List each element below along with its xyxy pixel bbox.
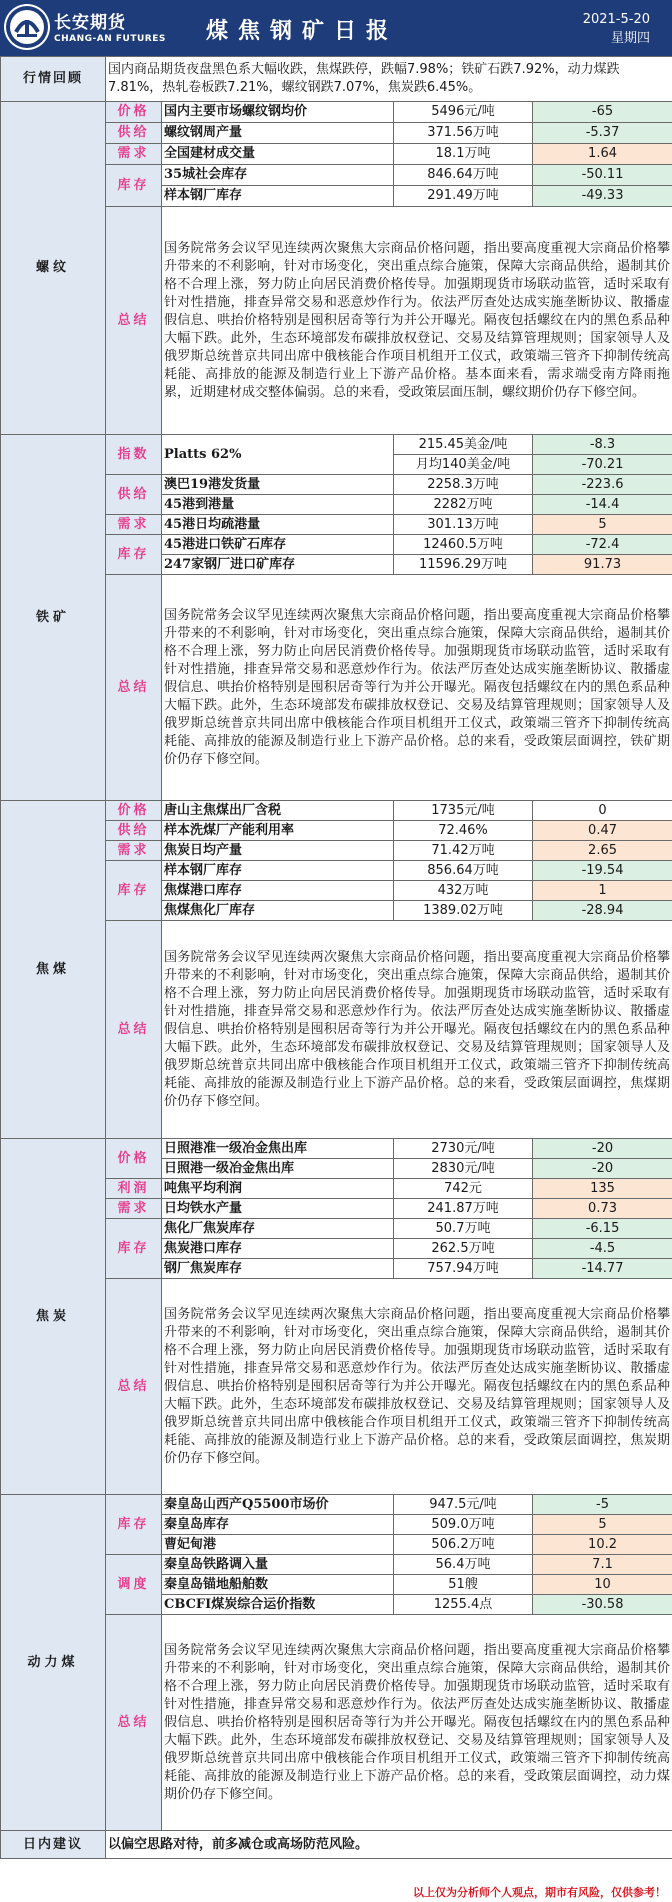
report-date [583, 10, 650, 48]
item-value: 742元 [394, 1179, 533, 1199]
item-name: 日照港准一级冶金焦出库 [162, 1139, 394, 1159]
summary-text-rebar: 国务院常务会议罕见连续两次聚焦大宗商品价格问题，指出要高度重视大宗商品价格攀升带来的不利影响，针对市场变化，突出重点综合施策，保障大宗商品供给，遏制其价格不合理上涨，努力防止向居民消费价格传导。加强期现货市场联动监管，适时采取有针对性措施，排查异常交易和恶意炒作行为。依法严厉查处达成实施垄断协议、散播虚假信息、哄抬价格特别是囤积居奇等行为并公开曝光。隔夜包括螺纹在内的黑色系品种大幅下跌。此外，生态环境部发布碳排放权登记、交易及结算管理规则；国家领导人及俄罗斯总统普京共同出席中俄核能合作项目机组开工仪式，政策端三管齐下抑制传统高耗能、高排放的能源及制造行业上下游产品价格。基本面来看，需求端受南方降雨拖累，近期建材成交整体偏弱。总的来看，受政策层面压制，螺纹期价仍存下修空间。 [162, 207, 672, 435]
item-change: -8.3 [533, 435, 672, 455]
item-change: -14.4 [533, 495, 672, 515]
item-name: Platts 62% [162, 435, 394, 475]
item-value: 1389.02万吨 [394, 901, 533, 921]
item-name: 钢厂焦炭库存 [162, 1259, 394, 1279]
item-value: 757.94万吨 [394, 1259, 533, 1279]
item-name: 吨焦平均利润 [162, 1179, 394, 1199]
summary-text-ore: 国务院常务会议罕见连续两次聚焦大宗商品价格问题，指出要高度重视大宗商品价格攀升带来的不利影响，针对市场变化，突出重点综合施策，保障大宗商品供给，遏制其价格不合理上涨，努力防止向居民消费价格传导。加强期现货市场联动监管，适时采取有针对性措施，排查异常交易和恶意炒作行为。依法严厉查处达成实施垄断协议、散播虚假信息、哄抬价格特别是囤积居奇等行为并公开曝光。隔夜包括螺纹在内的黑色系品种大幅下跌。此外，生态环境部发布碳排放权登记、交易及结算管理规则；国家领导人及俄罗斯总统普京共同出席中俄核能合作项目机组开工仪式，政策端三管齐下抑制传统高耗能、高排放的能源及制造行业上下游产品价格。总的来看，受政策层面调控，铁矿期价仍存下修空间。 [162, 575, 672, 801]
item-name: 45港进口铁矿石库存 [162, 535, 394, 555]
summary-label: 总结 [106, 921, 162, 1139]
company-logo-icon [4, 4, 50, 50]
item-value: 2282万吨 [394, 495, 533, 515]
item-value: 215.45美金/吨 [394, 435, 533, 455]
item-change: 10 [533, 1575, 672, 1595]
category-supply: 供给 [106, 123, 162, 144]
item-change: -14.77 [533, 1259, 672, 1279]
item-change: -5.37 [533, 123, 672, 144]
table-row [1, 1495, 672, 1515]
item-change: 2.65 [533, 841, 672, 861]
item-change: -72.4 [533, 535, 672, 555]
advice-text: 以偏空思路对待，前多减仓或高场防范风险。 [106, 1831, 672, 1859]
item-value: 1735元/吨 [394, 801, 533, 821]
item-name: 秦皇岛铁路调入量 [162, 1555, 394, 1575]
item-name: 45港日均疏港量 [162, 515, 394, 535]
item-name: 日照港一级冶金焦出库 [162, 1159, 394, 1179]
category-profit: 利润 [106, 1179, 162, 1199]
item-name: 唐山主焦煤出厂含税 [162, 801, 394, 821]
table-row [1, 1139, 672, 1159]
category-stock: 库存 [106, 861, 162, 921]
item-name: 全国建材成交量 [162, 144, 394, 165]
item-change: -19.54 [533, 861, 672, 881]
category-supply: 供给 [106, 475, 162, 515]
summary-text-thermal-coal: 国务院常务会议罕见连续两次聚焦大宗商品价格问题，指出要高度重视大宗商品价格攀升带来的不利影响，针对市场变化，突出重点综合施策，保障大宗商品供给，遏制其价格不合理上涨，努力防止向居民消费价格传导。加强期现货市场联动监管，适时采取有针对性措施，排查异常交易和恶意炒作行为。依法严厉查处达成实施垄断协议、散播虚假信息、哄抬价格特别是囤积居奇等行为并公开曝光。隔夜包括螺纹在内的黑色系品种大幅下跌。此外，生态环境部发布碳排放权登记、交易及结算管理规则；国家领导人及俄罗斯总统普京共同出席中俄核能合作项目机组开工仪式，政策端三管齐下抑制传统高耗能、高排放的能源及制造行业上下游产品价格。总的来看，受政策层面调控，动力煤期价仍存下修空间。 [162, 1615, 672, 1831]
item-change: 5 [533, 515, 672, 535]
item-name: 样本钢厂库存 [162, 186, 394, 207]
section-title-coke: 焦炭 [1, 1139, 106, 1495]
item-value: 月均140美金/吨 [394, 455, 533, 475]
category-demand: 需求 [106, 515, 162, 535]
item-value: 71.42万吨 [394, 841, 533, 861]
category-demand: 需求 [106, 1199, 162, 1219]
category-index: 指数 [106, 435, 162, 475]
item-name: 曹妃甸港 [162, 1535, 394, 1555]
category-price: 价格 [106, 102, 162, 123]
item-change: 1.64 [533, 144, 672, 165]
item-value: 262.5万吨 [394, 1239, 533, 1259]
item-name: 国内主要市场螺纹钢均价 [162, 102, 394, 123]
item-value: 12460.5万吨 [394, 535, 533, 555]
item-value: 2730元/吨 [394, 1139, 533, 1159]
category-price: 价格 [106, 1139, 162, 1179]
item-name: 35城社会库存 [162, 165, 394, 186]
item-name: 秦皇岛锚地船舶数 [162, 1575, 394, 1595]
item-name: 焦煤焦化厂库存 [162, 901, 394, 921]
disclaimer-text: 以上仅为分析师个人观点，期市有风险，仅供参考！ [413, 1886, 666, 1899]
item-value: 506.2万吨 [394, 1535, 533, 1555]
item-value: 509.0万吨 [394, 1515, 533, 1535]
summary-label: 总结 [106, 1279, 162, 1495]
section-title-ore: 铁矿 [1, 435, 106, 801]
item-change: 1 [533, 881, 672, 901]
item-value: 291.49万吨 [394, 186, 533, 207]
category-stock: 库存 [106, 1219, 162, 1279]
item-value: 856.64万吨 [394, 861, 533, 881]
item-change: -28.94 [533, 901, 672, 921]
item-name: 螺纹钢周产量 [162, 123, 394, 144]
item-value: 947.5元/吨 [394, 1495, 533, 1515]
item-value: 11596.29万吨 [394, 555, 533, 575]
report-header [0, 0, 672, 56]
category-price: 价格 [106, 801, 162, 821]
recap-text: 国内商品期货夜盘黑色系大幅收跌，焦煤跌停，跌幅7.98%；铁矿石跌7.92%，动力煤跌7.81%，热轧卷板跌7.21%，螺纹钢跌7.07%，焦炭跌6.45%。 [106, 57, 672, 102]
item-change: -20 [533, 1159, 672, 1179]
item-name: 样本洗煤厂产能利用率 [162, 821, 394, 841]
recap-row [1, 57, 672, 102]
summary-label: 总结 [106, 207, 162, 435]
summary-text-coke: 国务院常务会议罕见连续两次聚焦大宗商品价格问题，指出要高度重视大宗商品价格攀升带来的不利影响，针对市场变化，突出重点综合施策，保障大宗商品供给，遏制其价格不合理上涨，努力防止向居民消费价格传导。加强期现货市场联动监管，适时采取有针对性措施，排查异常交易和恶意炒作行为。依法严厉查处达成实施垄断协议、散播虚假信息、哄抬价格特别是囤积居奇等行为并公开曝光。隔夜包括螺纹在内的黑色系品种大幅下跌。此外，生态环境部发布碳排放权登记、交易及结算管理规则；国家领导人及俄罗斯总统普京共同出席中俄核能合作项目机组开工仪式，政策端三管齐下抑制传统高耗能、高排放的能源及制造行业上下游产品价格。总的来看，受政策层面调控，焦炭期价仍存下修空间。 [162, 1279, 672, 1495]
item-change: 91.73 [533, 555, 672, 575]
item-change: -70.21 [533, 455, 672, 475]
category-supply: 供给 [106, 821, 162, 841]
item-change: -65 [533, 102, 672, 123]
item-change: 0.73 [533, 1199, 672, 1219]
item-value: 56.4万吨 [394, 1555, 533, 1575]
category-stock: 库存 [106, 1495, 162, 1555]
item-change: -6.15 [533, 1219, 672, 1239]
item-name: 焦煤港口库存 [162, 881, 394, 901]
summary-label: 总结 [106, 575, 162, 801]
item-value: 2830元/吨 [394, 1159, 533, 1179]
category-dispatch: 调度 [106, 1555, 162, 1615]
brand-name-english: CHANG-AN FUTURES [54, 34, 166, 44]
category-demand: 需求 [106, 144, 162, 165]
item-change: 10.2 [533, 1535, 672, 1555]
section-title-coking-coal: 焦煤 [1, 801, 106, 1139]
date-text: 2021-5-20 [582, 12, 650, 27]
item-change: 7.1 [533, 1555, 672, 1575]
item-value: 846.64万吨 [394, 165, 533, 186]
weekday-text: 星期四 [610, 31, 650, 46]
item-name: 秦皇岛山西产Q5500市场价 [162, 1495, 394, 1515]
item-name: 焦炭港口库存 [162, 1239, 394, 1259]
item-value: 72.46% [394, 821, 533, 841]
section-title-rebar: 螺纹 [1, 102, 106, 435]
item-value: 51艘 [394, 1575, 533, 1595]
summary-text-coking-coal: 国务院常务会议罕见连续两次聚焦大宗商品价格问题，指出要高度重视大宗商品价格攀升带来的不利影响，针对市场变化，突出重点综合施策，保障大宗商品供给，遏制其价格不合理上涨，努力防止向居民消费价格传导。加强期现货市场联动监管，适时采取有针对性措施，排查异常交易和恶意炒作行为。依法严厉查处达成实施垄断协议、散播虚假信息、哄抬价格特别是囤积居奇等行为并公开曝光。隔夜包括螺纹在内的黑色系品种大幅下跌。此外，生态环境部发布碳排放权登记、交易及结算管理规则；国家领导人及俄罗斯总统普京共同出席中俄核能合作项目机组开工仪式，政策端三管齐下抑制传统高耗能、高排放的能源及制造行业上下游产品价格。总的来看，受政策层面调控，焦煤期价仍存下修空间。 [162, 921, 672, 1139]
item-name: 焦炭日均产量 [162, 841, 394, 861]
item-name: 焦化厂焦炭库存 [162, 1219, 394, 1239]
brand-name: 长安期货 [54, 13, 126, 33]
category-stock: 库存 [106, 165, 162, 207]
item-change: 5 [533, 1515, 672, 1535]
item-change: 0 [533, 801, 672, 821]
item-value: 50.7万吨 [394, 1219, 533, 1239]
item-name: 秦皇岛库存 [162, 1515, 394, 1535]
item-change: -4.5 [533, 1239, 672, 1259]
item-name: CBCFI煤炭综合运价指数 [162, 1595, 394, 1615]
item-change: -223.6 [533, 475, 672, 495]
advice-label: 日内建议 [1, 1831, 106, 1859]
report-table [0, 56, 672, 1859]
advice-row [1, 1831, 672, 1859]
item-value: 2258.3万吨 [394, 475, 533, 495]
item-change: 0.47 [533, 821, 672, 841]
table-row [1, 801, 672, 821]
summary-label: 总结 [106, 1615, 162, 1831]
item-change: -20 [533, 1139, 672, 1159]
item-value: 18.1万吨 [394, 144, 533, 165]
section-title-thermal-coal: 动力煤 [1, 1495, 106, 1831]
report-title: 煤焦钢矿日报 [206, 19, 399, 44]
category-stock: 库存 [106, 535, 162, 575]
item-change: -30.58 [533, 1595, 672, 1615]
item-change: -50.11 [533, 165, 672, 186]
item-change: 135 [533, 1179, 672, 1199]
recap-label: 行情回顾 [1, 57, 106, 102]
table-row [1, 102, 672, 123]
item-name: 日均铁水产量 [162, 1199, 394, 1219]
item-name: 澳巴19港发货量 [162, 475, 394, 495]
item-value: 241.87万吨 [394, 1199, 533, 1219]
item-value: 301.13万吨 [394, 515, 533, 535]
item-name: 45港到港量 [162, 495, 394, 515]
item-value: 371.56万吨 [394, 123, 533, 144]
item-change: -5 [533, 1495, 672, 1515]
category-demand: 需求 [106, 841, 162, 861]
item-value: 1255.4点 [394, 1595, 533, 1615]
item-name: 样本钢厂库存 [162, 861, 394, 881]
item-value: 432万吨 [394, 881, 533, 901]
item-name: 247家钢厂进口矿库存 [162, 555, 394, 575]
table-row [1, 435, 672, 455]
item-change: -49.33 [533, 186, 672, 207]
item-value: 5496元/吨 [394, 102, 533, 123]
